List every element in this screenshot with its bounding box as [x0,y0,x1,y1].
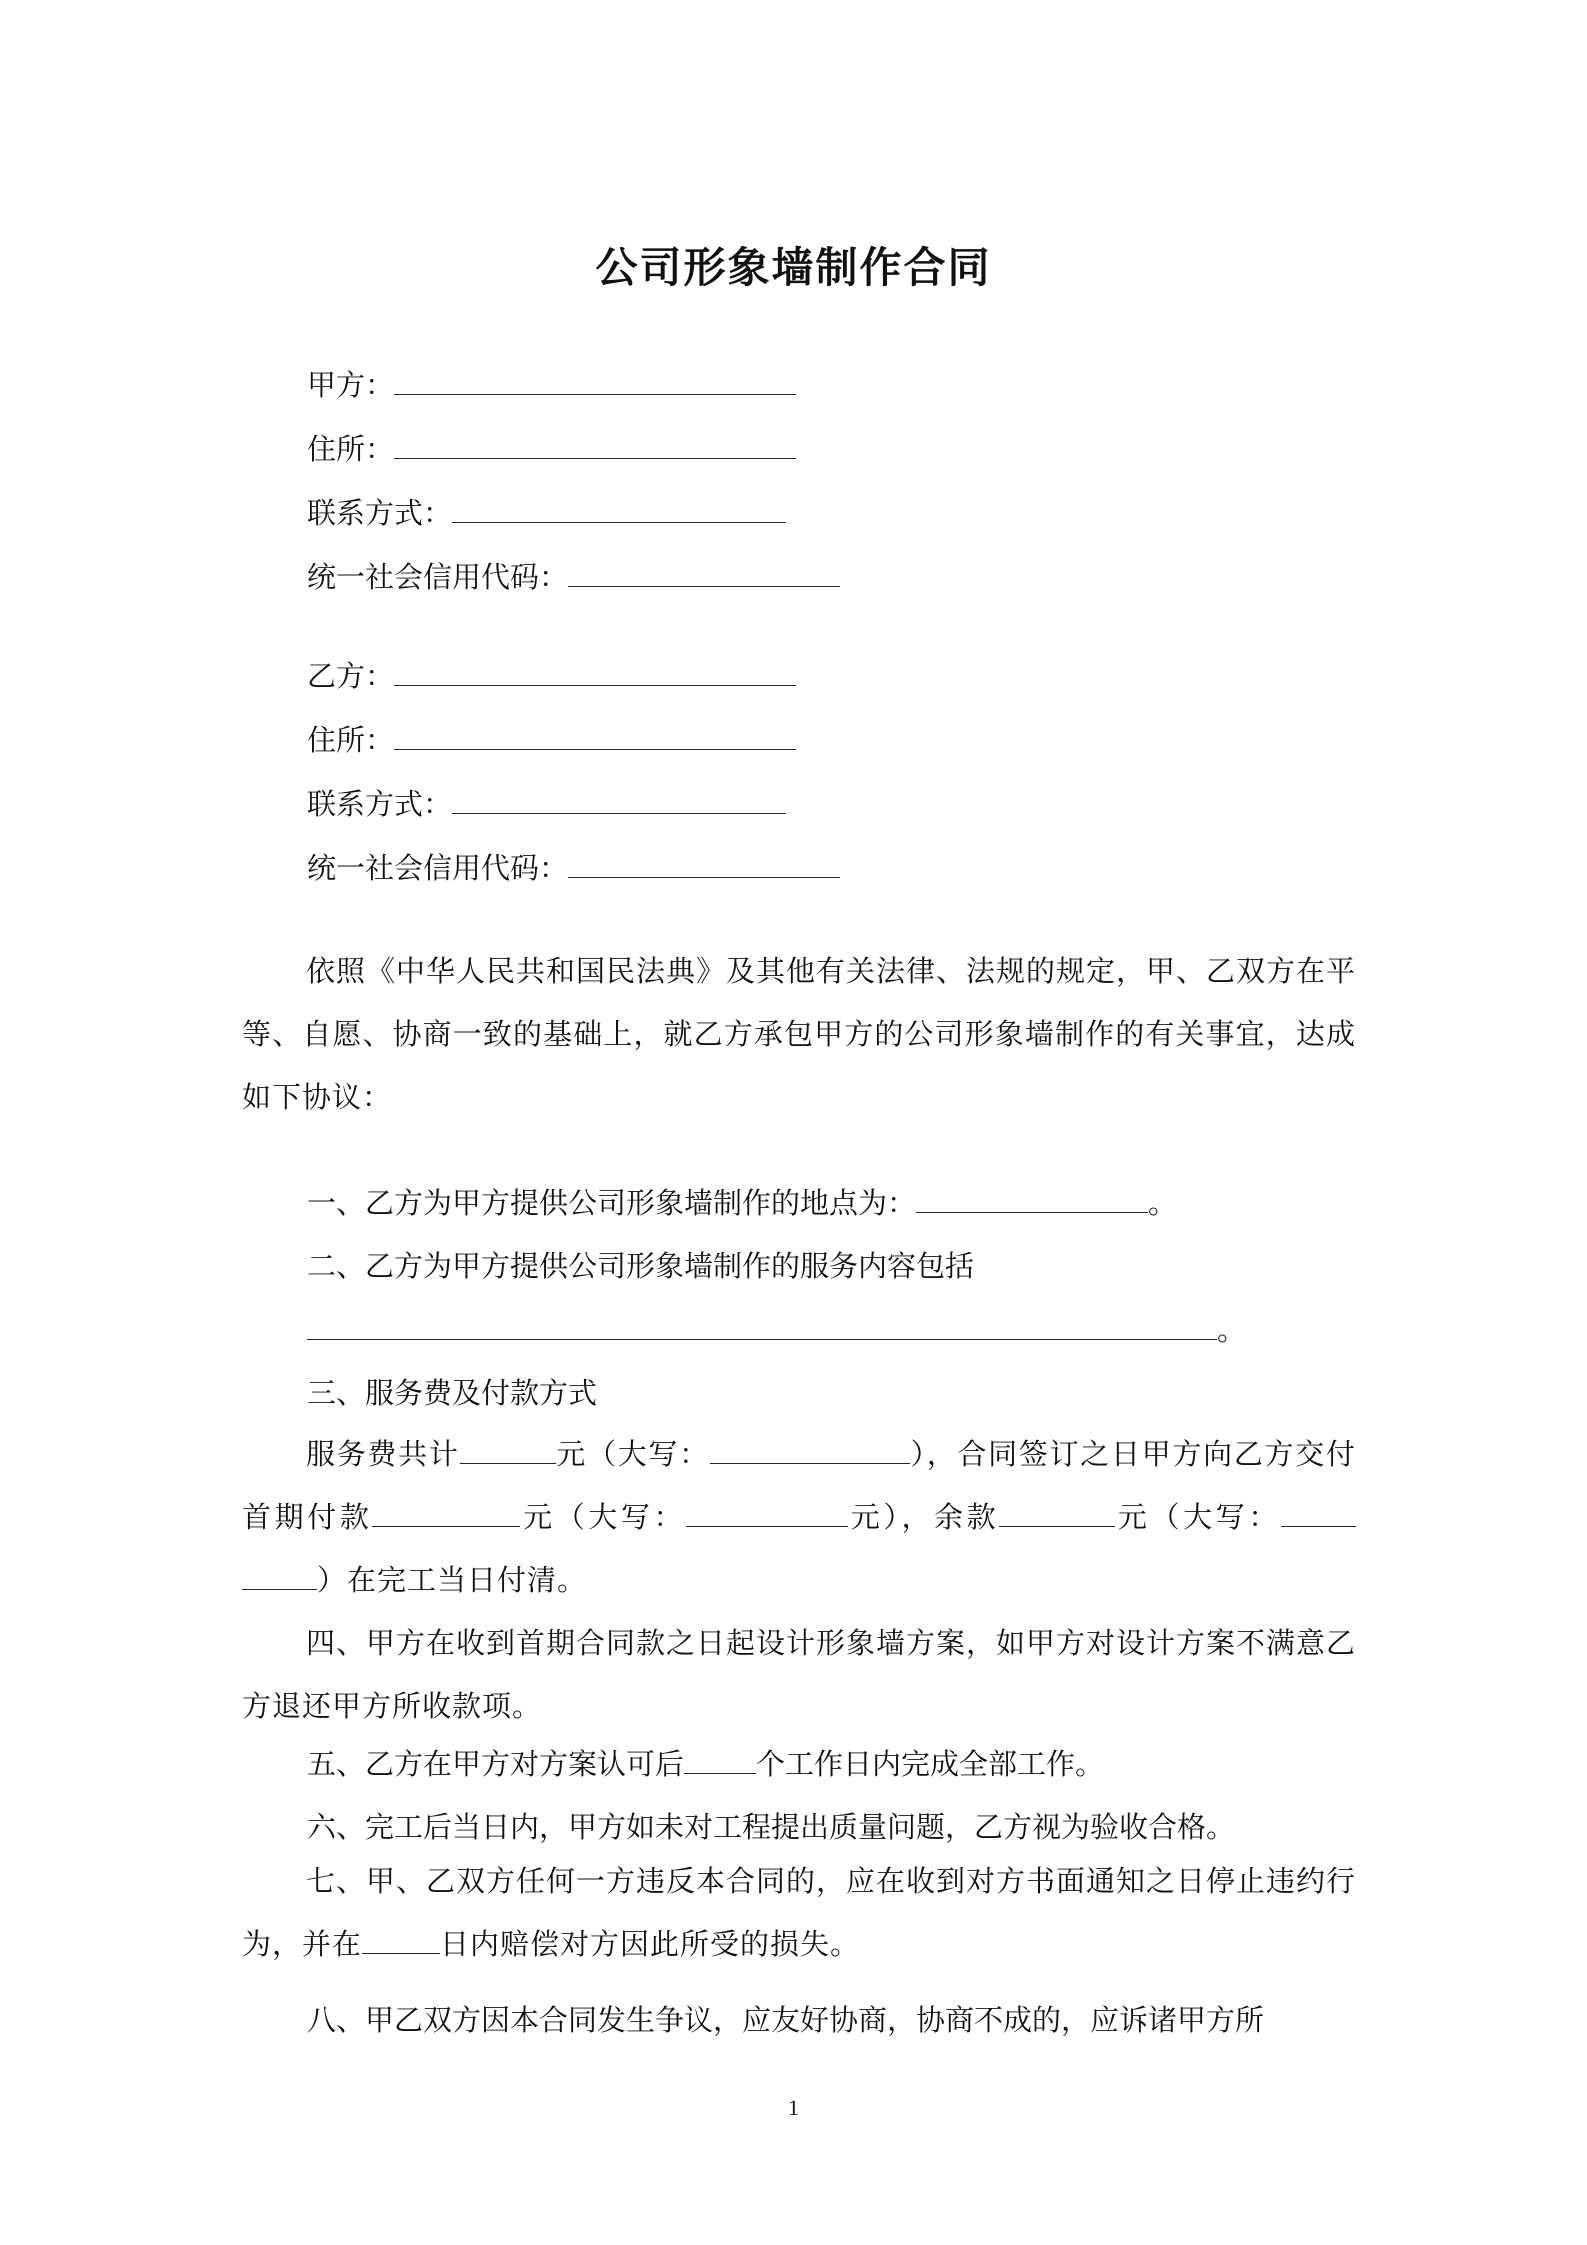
clause-2-content-blank [307,1311,1217,1340]
clause-7-before: 七、甲、乙双方任何一方违反本合同的，应在收到对方书面通知之日停止违约行为，并在 [242,1864,1357,1961]
party-a-blank [394,366,796,395]
clause-5-before: 五、乙方在甲方对方案认可后 [307,1747,685,1781]
party-b-credit-code-blank [568,849,840,878]
preamble-paragraph: 依照《中华人民共和国民法典》及其他有关法律、法规的规定，甲、乙双方在平等、自愿、协商一致的基础上，就乙方承包甲方的公司形象墙制作的有关事宜，达成如下协议： [242,954,1357,1114]
party-a-row [307,365,796,405]
clause-6 [307,1807,1235,1847]
clause-5-after: 个工作日内完成全部工作。 [756,1747,1105,1781]
document-title: 公司形象墙制作合同 [595,243,992,292]
clause-7-days-blank [362,1925,440,1954]
balance-blank [999,1498,1115,1527]
fee-total-caps-blank [710,1435,910,1464]
page-number: 1 [788,2095,799,2120]
clause-5 [307,1744,1104,1784]
fee-total-label: 服务费共计 [306,1437,460,1471]
first-payment-blank [372,1498,520,1527]
clause-6-text: 六、完工后当日内，甲方如未对工程提出质量问题，乙方视为验收合格。 [307,1810,1236,1844]
clause-2-fill-row [307,1310,1246,1350]
party-a-credit-code-blank [568,558,840,587]
clause-2-end: 。 [1217,1313,1247,1347]
party-b-address-label: 住所： [307,723,395,757]
balance-caps-blank-1 [1281,1498,1356,1527]
party-a-address-row [307,429,796,469]
clause-1-location-blank [916,1184,1148,1213]
clause-2 [307,1246,974,1286]
party-b-address-blank [394,721,796,750]
party-b-contact-blank [452,785,786,814]
party-b-contact-row [307,784,786,824]
fee-total-caps-label: 元（大写： [555,1437,710,1471]
clause-7-paragraph [242,1850,1356,1976]
clause-8 [307,2000,1264,2040]
balance-end: ）在完工当日付清。 [317,1563,588,1597]
party-b-blank [394,657,796,686]
party-b-label: 乙方： [307,659,395,693]
party-a-credit-code-label: 统一社会信用代码： [307,560,569,594]
balance-caps-label: 元（大写： [1115,1500,1281,1534]
clause-4-paragraph: 四、甲方在收到首期合同款之日起设计形象墙方案，如甲方对设计方案不满意乙方退还甲方所收款项。 [242,1626,1357,1723]
clause-1 [307,1183,1177,1223]
party-a-credit-code-row [307,557,840,597]
party-a-address-blank [394,430,796,459]
party-b-credit-code-label: 统一社会信用代码： [307,851,569,885]
clause-3-paragraph [242,1423,1356,1612]
clause-1-text: 一、乙方为甲方提供公司形象墙制作的地点为： [307,1186,917,1220]
clause-3-heading [307,1373,597,1413]
balance-label: 元），余款 [848,1500,1000,1534]
party-a-contact-row [307,493,786,533]
party-a-label: 甲方： [307,368,395,402]
clause-2-text: 二、乙方为甲方提供公司形象墙制作的服务内容包括 [307,1249,975,1283]
party-a-contact-blank [452,494,786,523]
clause-1-end: 。 [1148,1186,1178,1220]
fee-total-blank [460,1435,556,1464]
clause-7-after: 日内赔偿对方因此所受的损失。 [440,1927,861,1961]
party-b-address-row [307,720,796,760]
party-a-address-label: 住所： [307,432,395,466]
balance-caps-blank-2 [242,1561,317,1590]
party-b-credit-code-row [307,848,840,888]
party-b-row [307,656,796,696]
first-payment-caps-label: 元（大写： [520,1500,687,1534]
first-payment-label: ），合同签订之日甲方向乙方交付首期付款 [242,1437,1356,1534]
clause-3-heading-text: 三、服务费及付款方式 [307,1376,598,1410]
party-b-contact-label: 联系方式： [307,787,453,821]
first-payment-caps-blank [686,1498,848,1527]
clause-5-days-blank [684,1745,756,1774]
clause-8-text: 八、甲乙双方因本合同发生争议，应友好协商，协商不成的，应诉诸甲方所 [307,2003,1265,2037]
party-a-contact-label: 联系方式： [307,496,453,530]
